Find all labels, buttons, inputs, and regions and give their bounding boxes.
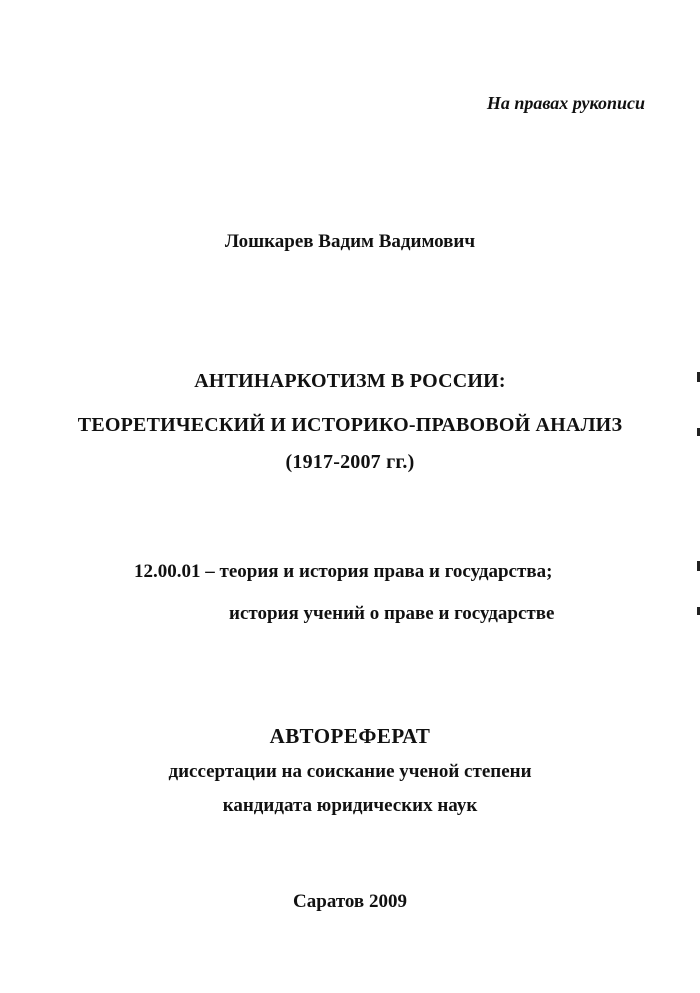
degree-line-2: кандидата юридических наук: [222, 795, 478, 816]
title-line-1: АНТИНАРКОТИЗМ В РОССИИ:: [194, 370, 506, 392]
place-and-year: Саратов 2009: [293, 891, 407, 912]
degree-line-1: диссертации на соискание ученой степени: [168, 761, 532, 782]
document-type-label: АВТОРЕФЕРАТ: [269, 724, 431, 748]
manuscript-rights-label: На правах рукописи: [486, 93, 645, 113]
title-line-2: ТЕОРЕТИЧЕСКИЙ И ИСТОРИКО-ПРАВОВОЙ АНАЛИЗ: [77, 414, 623, 436]
specialty-code-line: 12.00.01 – теория и история права и государства;: [134, 561, 553, 582]
specialty-history-line: история учений о праве и государстве: [229, 603, 555, 624]
title-line-3: (1917-2007 гг.): [285, 451, 415, 473]
author-name: Лошкарев Вадим Вадимович: [224, 231, 476, 252]
